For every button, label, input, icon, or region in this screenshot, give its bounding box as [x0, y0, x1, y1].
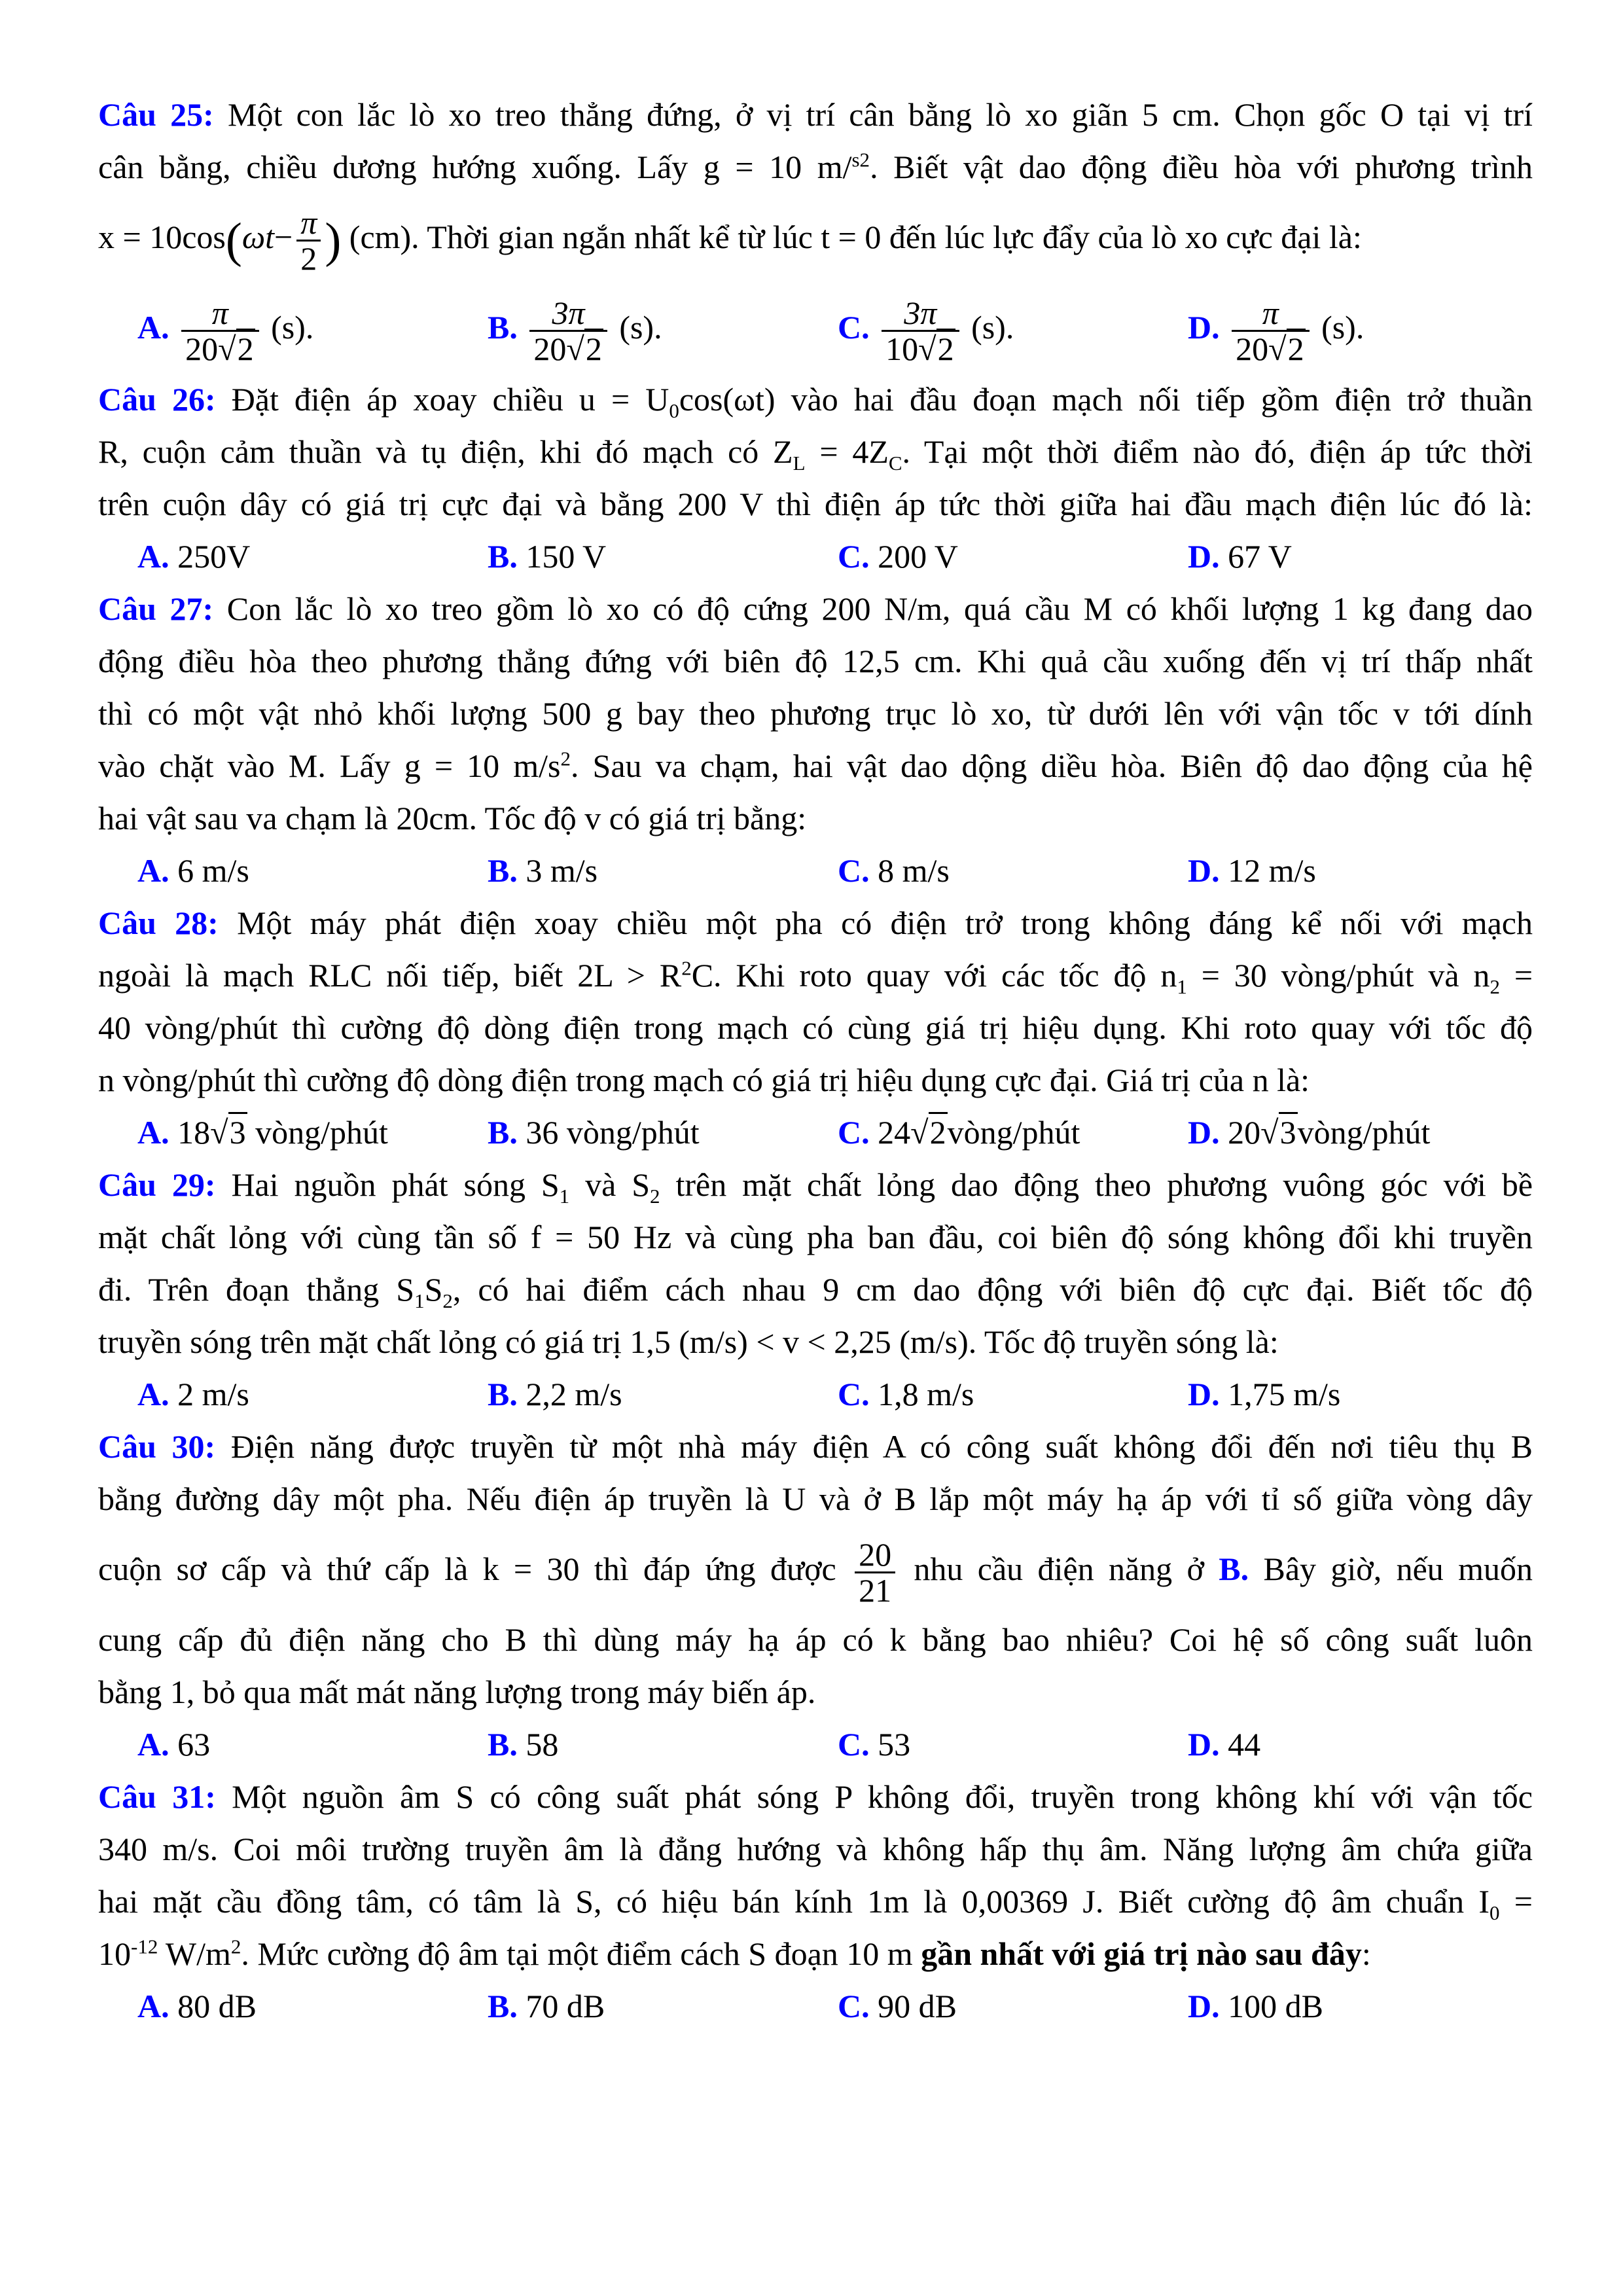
option-label: C. — [838, 852, 870, 889]
q28-line-1 — [98, 897, 1533, 949]
sqrt-symbol: √3 — [210, 1106, 247, 1158]
q25-line-3 — [98, 193, 1533, 281]
q25-option-b[interactable] — [488, 281, 662, 373]
question-28 — [98, 897, 1533, 1158]
option-coef: 20 — [1228, 1114, 1261, 1151]
q25-line-2 — [98, 141, 1533, 193]
option-text: 200 V — [878, 538, 958, 575]
q29-line-2 — [98, 1211, 1533, 1263]
q29-option-d[interactable] — [1188, 1368, 1340, 1420]
q30-options — [98, 1718, 1533, 1770]
q31-bold-phrase: gần nhất với giá trị nào sau đây — [921, 1935, 1362, 1972]
q25-text-3a: x = 10cos — [98, 219, 226, 255]
q29-text-4: truyền sóng trên mặt chất lỏng có giá trị 1,5 (m/s) < v < 2,25 (m/s). Tốc độ truyền sóng là: — [98, 1323, 1279, 1360]
q29-option-a[interactable] — [137, 1368, 249, 1420]
q31-line-2 — [98, 1823, 1533, 1875]
q26-option-b[interactable] — [488, 530, 606, 583]
q30-option-b[interactable] — [488, 1718, 558, 1770]
q27-text-1: Con lắc lò xo treo gồm lò xo có độ cứng 200 N/m, quá cầu M có khối lượng 1 kg đang dao — [226, 590, 1533, 627]
q27-option-a[interactable] — [137, 844, 249, 897]
q26-line-2 — [98, 425, 1533, 478]
option-label: D. — [1188, 1376, 1220, 1412]
q25-text-2b: . Biết vật dao động điều hòa với phương trình — [870, 149, 1533, 185]
q29-text-1c: trên mặt chất lỏng dao động theo phương vuông góc với bề — [660, 1166, 1533, 1203]
frac-denominator: 21 — [855, 1571, 895, 1608]
q27-option-c[interactable] — [838, 844, 950, 897]
q26-line-1 — [98, 373, 1533, 425]
q27-options — [98, 844, 1533, 897]
radicand: 2 — [584, 329, 603, 367]
q26-option-d[interactable] — [1188, 530, 1292, 583]
option-label: B. — [488, 1114, 518, 1151]
q27-line-2 — [98, 635, 1533, 687]
option-fraction — [181, 296, 259, 367]
option-label: A. — [137, 1376, 169, 1412]
frac-numerator: 3π — [552, 294, 585, 331]
pi-over-2-fraction — [296, 206, 321, 276]
subscript: 1 — [414, 1289, 425, 1312]
option-fraction — [1232, 296, 1309, 367]
q28-text-2a: ngoài là mạch RLC nối tiếp, biết 2L > R — [98, 957, 682, 994]
frac-numerator: π — [300, 204, 317, 241]
question-label: Câu 26: — [98, 381, 216, 418]
option-label: B. — [488, 309, 518, 346]
frac-numerator: 20 — [859, 1535, 892, 1573]
denominator-coef: 20 — [1236, 331, 1269, 368]
denominator-coef: 20 — [533, 331, 567, 368]
question-27 — [98, 583, 1533, 897]
superscript: 2 — [560, 747, 571, 770]
q26-text-2a: R, cuộn cảm thuần và tụ điện, khi đó mạch có Z — [98, 433, 793, 470]
q25-text-1: Một con lắc lò xo treo thẳng đứng, ở vị trí cân bằng lò xo giãn 5 cm. Chọn gốc O tại vị trí — [228, 96, 1533, 133]
q25-option-c[interactable] — [838, 281, 1014, 373]
omega-t: ωt — [241, 219, 275, 255]
q30-text-3a: cuộn sơ cấp và thứ cấp là k = 30 thì đáp ứng được — [98, 1551, 836, 1587]
q30-text-2: bằng đường dây một pha. Nếu điện áp truyền là U và ở B lắp một máy hạ áp với tỉ số giữa vòng dây — [98, 1480, 1533, 1517]
option-text: 63 — [177, 1726, 211, 1763]
q30-text-3d: Bây giờ, nếu muốn — [1263, 1551, 1533, 1587]
right-paren: ) — [325, 213, 342, 268]
q29-text-3b: S — [424, 1271, 443, 1308]
option-label: C. — [838, 538, 870, 575]
option-label: D. — [1188, 852, 1220, 889]
q28-options — [98, 1106, 1533, 1158]
sqrt-symbol: √2 — [918, 332, 955, 367]
q30-text-4: cung cấp đủ điện năng cho B thì dùng máy hạ áp có k bằng bao nhiêu? Coi hệ số công suất luôn — [98, 1621, 1533, 1658]
twenty-over-twentyone-fraction — [855, 1537, 895, 1608]
q30-option-a[interactable] — [137, 1718, 210, 1770]
superscript: 2 — [681, 956, 692, 980]
q26-options — [98, 530, 1533, 583]
exam-page — [98, 88, 1533, 2032]
option-label: B. — [488, 1726, 518, 1763]
option-text: 44 — [1228, 1726, 1261, 1763]
option-text: 67 V — [1228, 538, 1292, 575]
q29-line-1 — [98, 1158, 1533, 1211]
option-label: A. — [137, 538, 169, 575]
q30-text-5: bằng 1, bỏ qua mất mát năng lượng trong máy biến áp. — [98, 1674, 816, 1710]
option-label: B. — [488, 852, 518, 889]
q29-text-3a: đi. Trên đoạn thẳng S — [98, 1271, 415, 1308]
frac-denominator — [882, 330, 959, 367]
q27-text-5: hai vật sau va chạm là 20cm. Tốc độ v có giá trị bằng: — [98, 800, 807, 836]
q25-sup: s2 — [851, 148, 870, 171]
option-label: A. — [137, 1988, 169, 2024]
subscript: 1 — [559, 1185, 570, 1208]
radicand: 2 — [236, 329, 255, 367]
q31-text-4d: : — [1361, 1935, 1371, 1972]
q25-option-d[interactable] — [1188, 281, 1364, 373]
option-label: C. — [838, 1988, 870, 2024]
option-unit: vòng/phút — [947, 1114, 1080, 1151]
q30-line-4 — [98, 1613, 1533, 1666]
q31-option-d[interactable] — [1188, 1980, 1323, 2032]
option-text: 80 dB — [177, 1988, 257, 2024]
q28-option-c[interactable] — [838, 1106, 1080, 1158]
q31-text-4b: W/m — [158, 1935, 231, 1972]
q30-text-3c: B. — [1219, 1551, 1249, 1587]
subscript: 2 — [1489, 975, 1500, 998]
q30-line-1 — [98, 1420, 1533, 1473]
superscript: 2 — [230, 1935, 241, 1958]
option-coef: 18 — [177, 1114, 211, 1151]
option-text: 70 dB — [526, 1988, 605, 2024]
q27-line-1 — [98, 583, 1533, 635]
q26-text-2b: = 4Z — [805, 433, 889, 470]
q29-text-3c: , có hai điểm cách nhau 9 cm dao động với biên độ cực đại. Biết tốc độ — [452, 1271, 1533, 1308]
q26-option-a[interactable] — [137, 530, 250, 583]
q29-text-1b: và S — [569, 1166, 651, 1203]
option-text: 2 m/s — [177, 1376, 249, 1412]
subscript: C — [888, 452, 902, 475]
q31-line-4 — [98, 1928, 1533, 1980]
option-label: B. — [488, 1376, 518, 1412]
subscript: 0 — [669, 399, 679, 422]
radicand: 2 — [936, 329, 955, 367]
q31-text-1: Một nguồn âm S có công suất phát sóng P không đổi, truyền trong không khí với vận tốc — [232, 1778, 1533, 1815]
q27-text-3: thì có một vật nhỏ khối lượng 500 g bay theo phương trục lò xo, từ dưới lên với vận tốc v tới dính — [98, 695, 1533, 732]
option-text: 2,2 m/s — [526, 1376, 622, 1412]
question-label: Câu 29: — [98, 1166, 216, 1203]
q31-option-c[interactable] — [838, 1980, 957, 2032]
frac-numerator: π — [1262, 294, 1279, 331]
q29-line-4 — [98, 1316, 1533, 1368]
radicand: 2 — [1287, 329, 1306, 367]
option-text: 53 — [878, 1726, 911, 1763]
sqrt-symbol: √2 — [566, 332, 603, 367]
subscript: 2 — [442, 1289, 453, 1312]
q29-text-2: mặt chất lỏng với cùng tần số f = 50 Hz và cùng pha ban đầu, coi biên độ sóng không đổi khi truyền — [98, 1219, 1533, 1255]
q26-text-1a: Đặt điện áp xoay chiều u = U — [231, 381, 669, 418]
q27-line-3 — [98, 687, 1533, 740]
q28-option-d[interactable] — [1188, 1106, 1430, 1158]
q25-text-2a: cân bằng, chiều dương hướng xuống. Lấy g = 10 m/ — [98, 149, 852, 185]
q26-line-3 — [98, 478, 1533, 530]
q27-option-b[interactable] — [488, 844, 597, 897]
q28-text-2c: = 30 vòng/phút và n — [1186, 957, 1490, 994]
q31-text-2: 340 m/s. Coi môi trường truyền âm là đẳng hướng và không hấp thụ âm. Năng lượng âm chứa giữa — [98, 1831, 1533, 1867]
option-label: A. — [137, 1726, 169, 1763]
option-fraction — [882, 296, 959, 367]
q29-text-1a: Hai nguồn phát sóng S — [231, 1166, 560, 1203]
question-29 — [98, 1158, 1533, 1420]
option-label: D. — [1188, 1114, 1220, 1151]
option-unit: vòng/phút — [1297, 1114, 1431, 1151]
option-label: D. — [1188, 309, 1220, 346]
q28-line-3 — [98, 1001, 1533, 1054]
q31-text-3b: = — [1499, 1883, 1533, 1920]
option-label: B. — [488, 1988, 518, 2024]
frac-denominator — [529, 330, 607, 367]
q31-option-b[interactable] — [488, 1980, 605, 2032]
option-text: 100 dB — [1228, 1988, 1323, 2024]
q28-text-2d: = — [1499, 957, 1533, 994]
q30-text-1: Điện năng được truyền từ một nhà máy điện A có công suất không đổi đến nơi tiêu thụ B — [230, 1428, 1533, 1465]
option-text: 150 V — [526, 538, 607, 575]
frac-numerator: π — [211, 294, 228, 331]
frac-denominator: 2 — [296, 240, 321, 276]
option-text: 90 dB — [878, 1988, 957, 2024]
option-unit: (s). — [971, 309, 1014, 346]
option-label: A. — [137, 852, 169, 889]
sqrt-symbol: √3 — [1260, 1106, 1297, 1158]
q25-option-a[interactable] — [137, 281, 313, 373]
q31-line-1 — [98, 1770, 1533, 1823]
option-unit: vòng/phút — [255, 1114, 388, 1151]
q29-line-3 — [98, 1263, 1533, 1316]
question-label: Câu 31: — [98, 1778, 216, 1815]
frac-denominator — [1232, 330, 1309, 367]
subscript: 0 — [1489, 1901, 1500, 1924]
option-label: A. — [137, 1114, 169, 1151]
denominator-coef: 20 — [185, 331, 219, 368]
q28-text-4: n vòng/phút thì cường độ dòng điện trong mạch có giá trị hiệu dụng cực đại. Giá trị của n là: — [98, 1062, 1310, 1098]
q27-line-5 — [98, 792, 1533, 844]
option-label: C. — [838, 309, 870, 346]
denominator-coef: 10 — [885, 331, 919, 368]
q27-text-4b: . Sau va chạm, hai vật dao dộng diều hòa. Biên độ dao động của hệ — [570, 747, 1533, 784]
q28-line-2 — [98, 949, 1533, 1001]
q25-line-1 — [98, 88, 1533, 141]
option-text: 1,75 m/s — [1228, 1376, 1341, 1412]
question-label: Câu 30: — [98, 1428, 216, 1465]
q27-text-2: động điều hòa theo phương thẳng đứng với biên độ 12,5 cm. Khi quả cầu xuống đến vị trí thấp nhất — [98, 643, 1533, 679]
option-fraction — [529, 296, 607, 367]
q26-text-3: trên cuộn dây có giá trị cực đại và bằng 200 V thì điện áp tức thời giữa hai đầu mạch điện lúc đó là: — [98, 486, 1533, 522]
option-label: C. — [838, 1376, 870, 1412]
question-30 — [98, 1420, 1533, 1770]
option-text: 3 m/s — [526, 852, 598, 889]
frac-numerator: 3π — [904, 294, 937, 331]
option-coef: 24 — [878, 1114, 911, 1151]
option-label: A. — [137, 309, 169, 346]
q30-line-5 — [98, 1666, 1533, 1718]
subscript: 1 — [1177, 975, 1187, 998]
question-25 — [98, 88, 1533, 373]
question-label: Câu 25: — [98, 96, 214, 133]
q25-options — [98, 281, 1533, 373]
q30-option-d[interactable] — [1188, 1718, 1260, 1770]
q30-line-2 — [98, 1473, 1533, 1525]
q26-text-1b: cos(ωt) vào hai đầu đoạn mạch nối tiếp gồm điện trở thuần — [679, 381, 1533, 418]
option-label: B. — [488, 538, 518, 575]
left-paren: ( — [225, 213, 242, 268]
option-text: 58 — [526, 1726, 559, 1763]
question-31 — [98, 1770, 1533, 2032]
q31-line-3 — [98, 1875, 1533, 1928]
option-text: 12 m/s — [1228, 852, 1316, 889]
q27-option-d[interactable] — [1188, 844, 1316, 897]
frac-denominator — [181, 330, 259, 367]
radicand: 3 — [1279, 1112, 1298, 1151]
q28-option-a[interactable] — [137, 1106, 388, 1158]
option-unit: (s). — [619, 309, 662, 346]
option-unit: (s). — [271, 309, 314, 346]
minus-sign: − — [274, 219, 293, 255]
q31-text-4a: 10 — [98, 1935, 131, 1972]
q28-text-1: Một máy phát điện xoay chiều một pha có điện trở trong không đáng kể nối với mạch — [237, 905, 1533, 941]
q27-text-4a: vào chặt vào M. Lấy g = 10 m/s — [98, 747, 561, 784]
option-label: C. — [838, 1114, 870, 1151]
sqrt-symbol: √2 — [1268, 332, 1305, 367]
question-label: Câu 28: — [98, 905, 219, 941]
q31-options — [98, 1980, 1533, 2032]
q29-option-c[interactable] — [838, 1368, 974, 1420]
option-text: 1,8 m/s — [878, 1376, 974, 1412]
q29-options — [98, 1368, 1533, 1420]
option-text: 8 m/s — [878, 852, 950, 889]
q30-option-c[interactable] — [838, 1718, 910, 1770]
question-26 — [98, 373, 1533, 583]
sqrt-symbol: √2 — [218, 332, 255, 367]
option-label: D. — [1188, 1726, 1220, 1763]
option-text: 36 vòng/phút — [526, 1114, 700, 1151]
q31-option-a[interactable] — [137, 1980, 257, 2032]
q31-text-4c: . Mức cường độ âm tại một điểm cách S đoạn 10 m — [241, 1935, 921, 1972]
option-label: D. — [1188, 1988, 1220, 2024]
radicand: 2 — [929, 1112, 948, 1151]
q26-option-c[interactable] — [838, 530, 958, 583]
q27-line-4 — [98, 740, 1533, 792]
q30-line-3 — [98, 1525, 1533, 1613]
option-text: 250V — [177, 538, 251, 575]
subscript: 2 — [650, 1185, 660, 1208]
q25-text-3b: (cm). Thời gian ngắn nhất kể từ lúc t = 0 đến lúc lực đẩy của lò xo cực đại là: — [349, 219, 1362, 255]
option-label: C. — [838, 1726, 870, 1763]
q28-option-b[interactable] — [488, 1106, 700, 1158]
q28-text-2b: C. Khi roto quay với các tốc độ n — [691, 957, 1177, 994]
subscript: L — [793, 452, 806, 475]
q31-text-3a: hai mặt cầu đồng tâm, có tâm là S, có hiệu bán kính 1m là 0,00369 J. Biết cường độ âm chuẩn I — [98, 1883, 1490, 1920]
q26-text-2c: . Tại một thời điểm nào đó, điện áp tức thời — [902, 433, 1533, 470]
option-text: 6 m/s — [177, 852, 249, 889]
question-label: Câu 27: — [98, 590, 214, 627]
option-unit: (s). — [1321, 309, 1364, 346]
q29-option-b[interactable] — [488, 1368, 622, 1420]
radicand: 3 — [228, 1112, 247, 1151]
q30-text-3b: nhu cầu điện năng ở — [914, 1551, 1204, 1587]
superscript: -12 — [131, 1935, 158, 1958]
q28-text-3: 40 vòng/phút thì cường độ dòng điện trong mạch có cùng giá trị hiệu dụng. Khi roto quay với tốc độ — [98, 1009, 1533, 1046]
sqrt-symbol: √2 — [910, 1106, 947, 1158]
option-label: D. — [1188, 538, 1220, 575]
q28-line-4 — [98, 1054, 1533, 1106]
